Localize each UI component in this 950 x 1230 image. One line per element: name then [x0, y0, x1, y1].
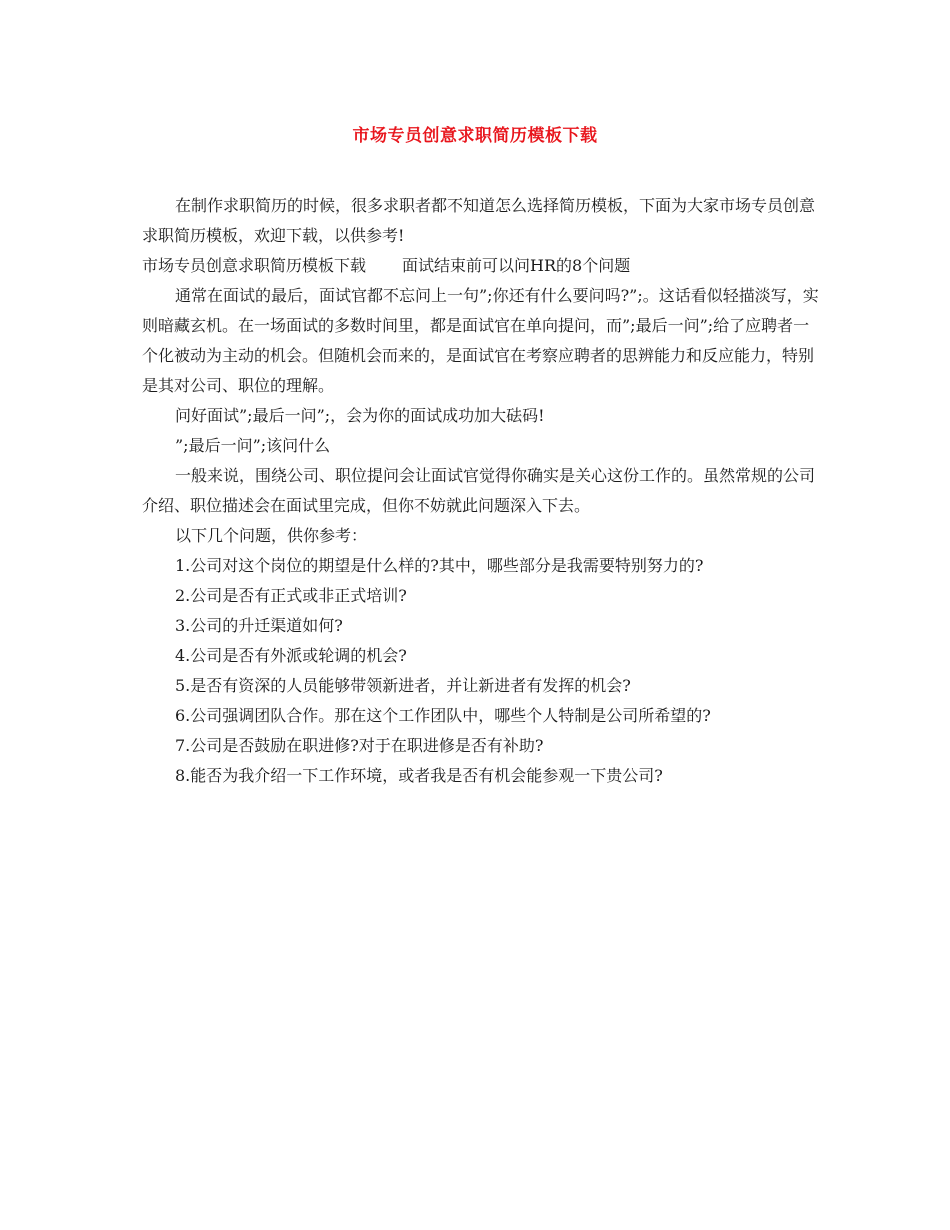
subheading-right: 面试结束前可以问HR的8个问题: [402, 256, 631, 275]
question-item: 5.是否有资深的人员能够带领新进者，并让新进者有发挥的机会?: [175, 676, 631, 695]
question-item: 4.公司是否有外派或轮调的机会?: [175, 646, 407, 665]
question-item: 3.公司的升迁渠道如何?: [175, 616, 343, 635]
question-item: 8.能否为我介绍一下工作环境，或者我是否有机会能参观一下贵公司?: [175, 766, 663, 785]
subheading-line: [142, 251, 822, 281]
paragraph-2: 问好面试”;最后一问”;，会为你的面试成功加大砝码!: [175, 406, 545, 425]
paragraph-3: ”;最后一问”;该问什么: [175, 436, 331, 455]
paragraph-1: 通常在面试的最后，面试官都不忘问上一句”;你还有什么要问吗?”;。这话看似轻描淡写，实则暗藏玄机。在一场面试的多数时间里，都是面试官在单向提问，而”;最后一问”;给了应聘者一个化被动为主动的机会。但随机会而来的，是面试官在考察应聘者的思辨能力和反应能力，特别是其对公司、职位的理解。: [142, 286, 819, 395]
paragraph-5: 以下几个问题，供你参考：: [175, 526, 368, 545]
question-item: 7.公司是否鼓励在职进修?对于在职进修是否有补助?: [175, 736, 544, 755]
paragraph-4: 一般来说，围绕公司、职位提问会让面试官觉得你确实是关心这份工作的。虽然常规的公司介绍、职位描述会在面试里完成，但你不妨就此问题深入下去。: [142, 466, 816, 515]
question-item: 6.公司强调团队合作。那在这个工作团队中，哪些个人特制是公司所希望的?: [175, 706, 711, 725]
intro-paragraph: 在制作求职简历的时候，很多求职者都不知道怎么选择简历模板，下面为大家市场专员创意求职简历模板，欢迎下载，以供参考!: [142, 196, 816, 245]
document-title: 市场专员创意求职简历模板下载: [352, 126, 598, 146]
question-item: 1.公司对这个岗位的期望是什么样的?其中，哪些部分是我需要特别努力的?: [175, 556, 704, 575]
subheading-left: 市场专员创意求职简历模板下载: [142, 256, 367, 275]
question-item: 2.公司是否有正式或非正式培训?: [175, 586, 407, 605]
question-list: [142, 551, 822, 791]
document-body: [142, 191, 822, 791]
